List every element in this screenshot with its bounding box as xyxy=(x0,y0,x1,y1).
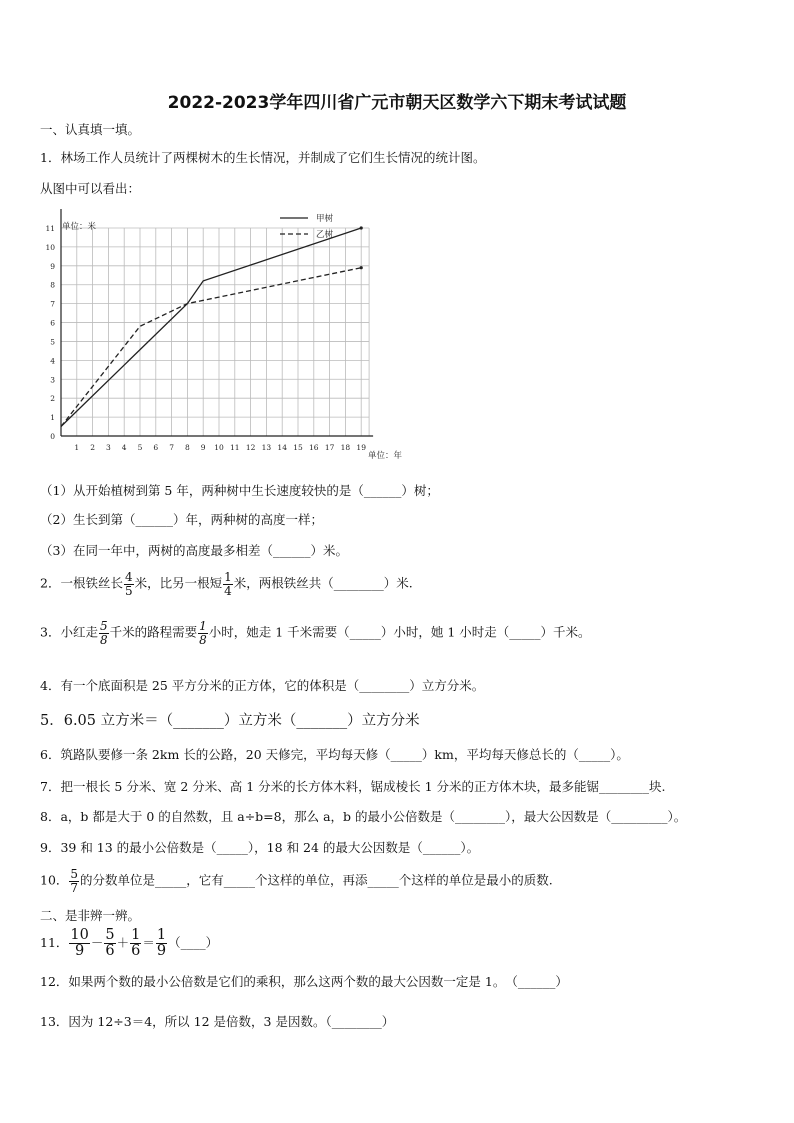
legend-label: 乙树 xyxy=(316,230,334,240)
section-one-heading: 一、认真填一填。 xyxy=(40,122,141,137)
q11-plus: ＋ xyxy=(116,935,130,951)
question-5: 5．6.05 立方米＝（_______）立方米（_______）立方分米 xyxy=(40,713,420,729)
q2-text-c: 米，两根铁丝共（________）米. xyxy=(233,575,413,591)
x-tick-label: 18 xyxy=(340,443,351,452)
q11-equals: ＝ xyxy=(142,935,155,951)
x-tick-label: 1 xyxy=(74,443,80,452)
q2-f1-numerator: 4 xyxy=(124,570,133,584)
question-9: 9．39 和 13 的最小公倍数是（_____），18 和 24 的最大公因数是（______）。 xyxy=(40,840,480,855)
question-12: 12．如果两个数的最小公倍数是它们的乘积，那么这两个数的最大公因数一定是 1。 （______） xyxy=(40,974,568,989)
question-2 xyxy=(40,571,413,597)
q10-text-b: 的分数单位是_____，它有_____个这样的单位，再添_____个这样的单位是最小的质数. xyxy=(80,872,553,888)
x-tick-label: 13 xyxy=(261,443,272,452)
question-1-part-1: （1）从开始植树到第 5 年，两种树中生长速度较快的是（______）树； xyxy=(40,483,439,498)
q11-f3-denominator: 6 xyxy=(131,943,141,960)
y-tick-label: 8 xyxy=(50,280,55,290)
growth-line-chart xyxy=(40,207,420,469)
x-tick-label: 14 xyxy=(277,443,287,452)
question-1: 1．林场工作人员统计了两棵树木的生长情况，并制成了它们生长情况的统计图。 xyxy=(40,150,486,165)
q11-minus: － xyxy=(90,935,104,951)
x-tick-label: 5 xyxy=(137,443,143,452)
x-tick-label: 10 xyxy=(214,443,224,452)
q11-text-b: （____） xyxy=(168,935,219,951)
y-tick-label: 4 xyxy=(50,356,55,366)
q3-f1-numerator: 5 xyxy=(99,619,108,633)
question-13: 13．因为 12÷3＝4，所以 12 是倍数，3 是因数。（________） xyxy=(40,1014,395,1029)
question-11 xyxy=(40,928,218,959)
q10-numerator: 5 xyxy=(70,867,79,881)
legend-label: 甲树 xyxy=(316,214,334,224)
question-10 xyxy=(40,868,553,894)
q10-denominator: 7 xyxy=(70,880,79,895)
x-tick-label: 8 xyxy=(185,443,190,452)
q11-text-a: 11． xyxy=(40,935,69,951)
y-tick-label: 2 xyxy=(50,394,55,404)
q3-f2-denominator: 8 xyxy=(199,632,207,647)
q10-text-a: 10． xyxy=(40,872,69,888)
x-tick-label: 3 xyxy=(106,443,111,452)
y-tick-label: 9 xyxy=(50,261,55,271)
page-title: 2022-2023学年四川省广元市朝天区数学六下期末考试试题 xyxy=(167,93,627,113)
y-tick-label: 11 xyxy=(45,224,55,233)
x-tick-label: 9 xyxy=(200,443,206,452)
chart-legend xyxy=(280,213,334,240)
q11-fraction-1 xyxy=(69,928,89,959)
question-1-part-3: （3）在同一年中，两树的高度最多相差（______）米。 xyxy=(40,543,348,558)
x-tick-label: 19 xyxy=(356,443,366,452)
chart-grid xyxy=(61,228,369,436)
y-tick-label: 1 xyxy=(50,413,55,423)
q2-text-b: 米，比另一根短 xyxy=(134,575,223,591)
q11-f1-denominator: 9 xyxy=(75,943,85,960)
q2-f1-denominator: 5 xyxy=(124,583,133,598)
q3-text-c: 小时，她走 1 千米需要（_____）小时，她 1 小时走（_____）千米。 xyxy=(208,624,591,640)
y-tick-label: 0 xyxy=(50,432,55,441)
series-line-jia xyxy=(61,228,361,427)
question-1-part-2: （2）生长到第（______）年，两种树的高度一样； xyxy=(40,512,323,527)
x-tick-label: 17 xyxy=(324,443,335,452)
q11-fraction-2 xyxy=(104,928,115,959)
q3-text-b: 千米的路程需要 xyxy=(109,624,198,640)
q3-fraction-1 xyxy=(99,620,109,646)
question-6: 6．筑路队要修一条 2km 长的公路，20 天修完，平均每天修（_____）km，平均每天修总长的（_____）。 xyxy=(40,747,629,762)
q3-f2-numerator: 1 xyxy=(199,619,207,633)
x-axis-label: 单位：年 xyxy=(368,451,403,461)
section-two-heading: 二、是非辨一辨。 xyxy=(40,908,141,923)
q11-f1-numerator: 10 xyxy=(70,927,89,943)
x-tick-label: 6 xyxy=(153,443,159,452)
y-tick-label: 6 xyxy=(50,318,55,328)
x-tick-label: 4 xyxy=(121,443,127,452)
q10-fraction xyxy=(69,868,79,894)
chart-ticks xyxy=(45,224,366,452)
x-tick-label: 2 xyxy=(90,443,95,452)
q11-f4-numerator: 1 xyxy=(156,927,167,943)
q3-text-a: 3．小红走 xyxy=(40,624,98,640)
q3-f1-denominator: 8 xyxy=(99,632,108,647)
x-tick-label: 12 xyxy=(245,443,256,452)
q2-f2-denominator: 4 xyxy=(224,583,232,598)
q2-fraction-2 xyxy=(223,571,233,597)
y-tick-label: 3 xyxy=(50,375,55,385)
y-axis-label: 单位：米 xyxy=(62,222,97,232)
y-tick-label: 10 xyxy=(45,242,55,252)
q2-fraction-1 xyxy=(124,571,134,597)
q3-fraction-2 xyxy=(198,620,208,646)
q11-f2-denominator: 6 xyxy=(105,943,115,960)
series-line-yi xyxy=(61,268,361,427)
x-tick-label: 16 xyxy=(309,443,319,452)
x-tick-label: 11 xyxy=(230,443,240,452)
x-tick-label: 7 xyxy=(169,443,174,452)
question-8: 8．a，b 都是大于 0 的自然数，且 a÷b=8，那么 a，b 的最小公倍数是（________），最大公因数是（_________）。 xyxy=(40,809,687,824)
question-3 xyxy=(40,620,591,646)
series-end-point xyxy=(360,226,363,229)
q11-f2-numerator: 5 xyxy=(105,927,115,943)
question-7: 7．把一根长 5 分米、宽 2 分米、高 1 分米的长方体木料，锯成棱长 1 分米的正方体木块，最多能锯________块. xyxy=(40,779,666,794)
y-tick-label: 7 xyxy=(50,299,55,309)
q11-fraction-3 xyxy=(130,928,141,959)
x-tick-label: 15 xyxy=(293,443,303,452)
question-4: 4．有一个底面积是 25 平方分米的正方体，它的体积是（________）立方分米。 xyxy=(40,678,485,693)
q11-fraction-4 xyxy=(156,928,167,959)
y-tick-label: 5 xyxy=(50,337,55,347)
series-end-point xyxy=(360,266,363,269)
chart-series xyxy=(61,226,363,426)
question-1-sub: 从图中可以看出： xyxy=(40,181,141,196)
q2-f2-numerator: 1 xyxy=(224,570,232,584)
q11-f4-denominator: 9 xyxy=(156,943,167,960)
q11-f3-numerator: 1 xyxy=(131,927,141,943)
q2-text-a: 2．一根铁丝长 xyxy=(40,575,123,591)
